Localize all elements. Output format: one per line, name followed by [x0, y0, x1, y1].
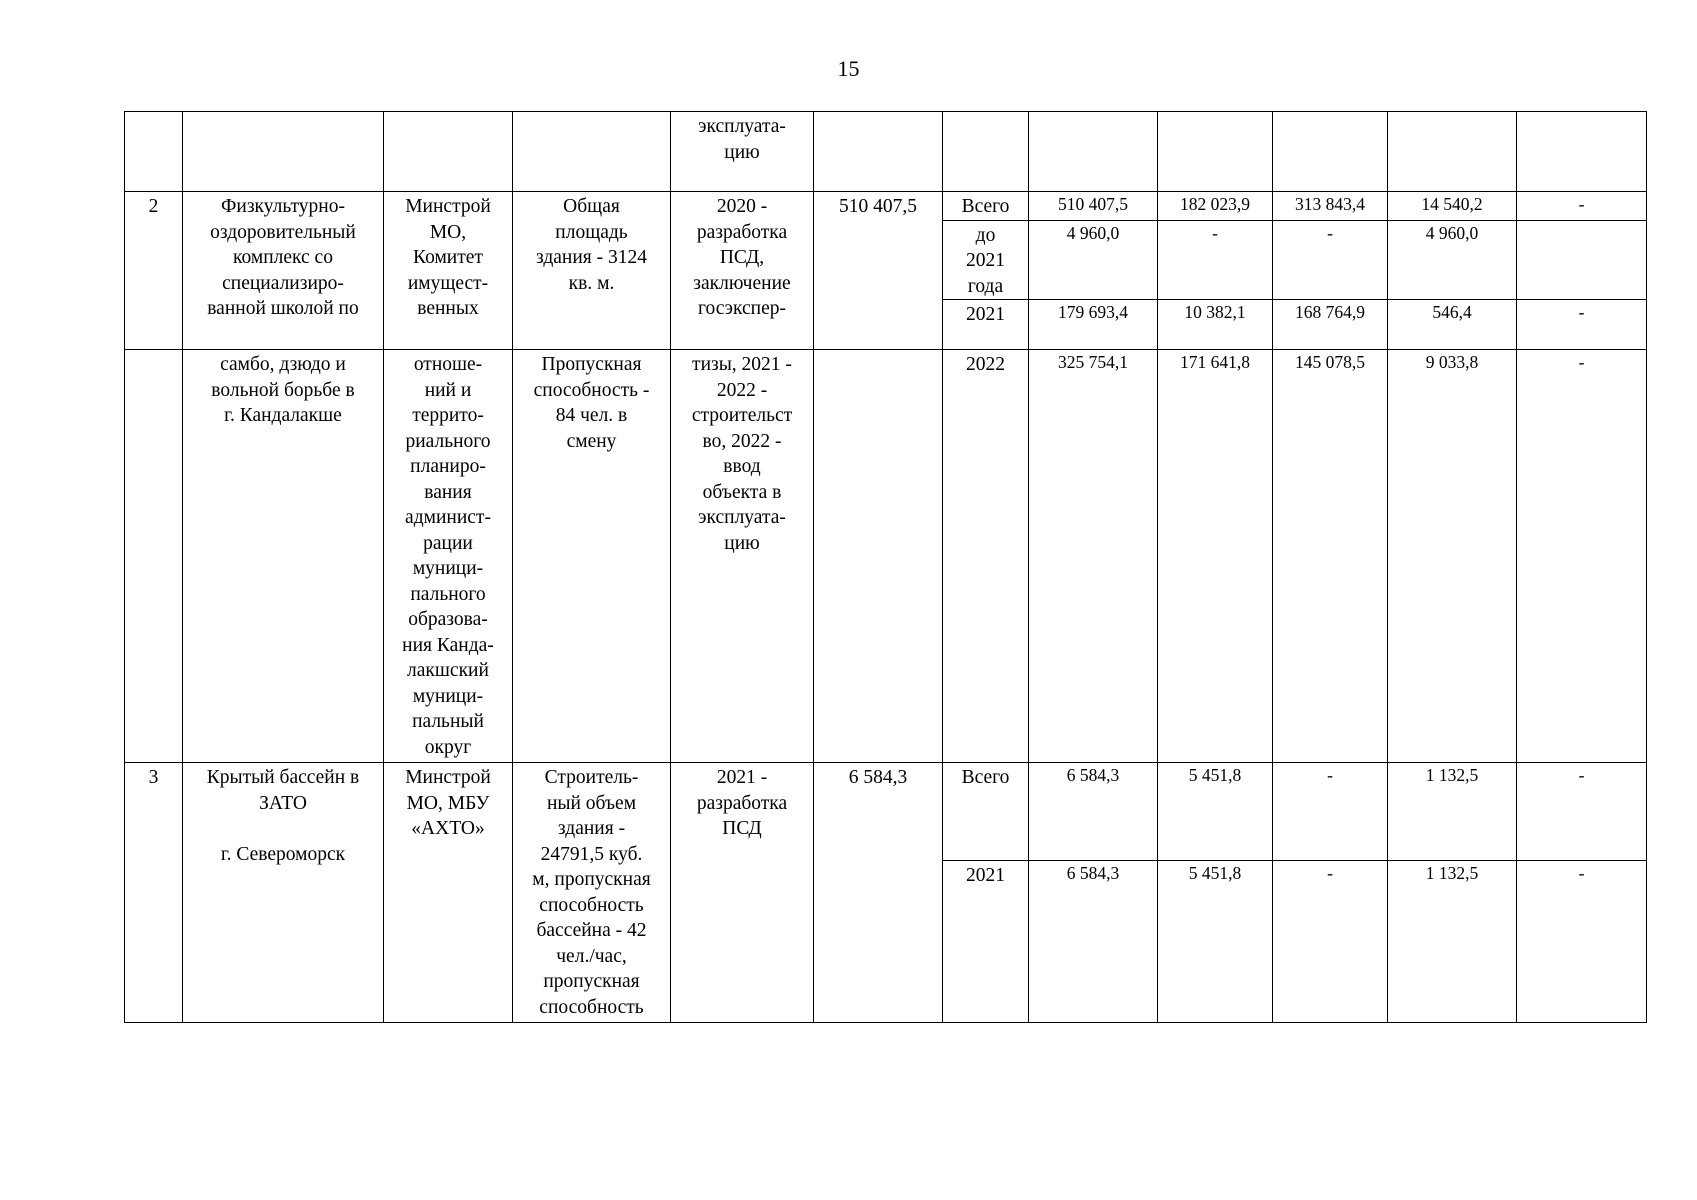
stages: 2020 - разработка ПСД, заключение госэкспер-: [693, 196, 791, 319]
local-value: 1 132,5: [1388, 861, 1517, 1023]
cell-empty: [814, 112, 943, 192]
local-value: 546,4: [1388, 300, 1517, 350]
capacity-cell: [513, 192, 671, 350]
estimated-cost: 510 407,5: [839, 196, 917, 217]
local-value: 9 033,8: [1388, 350, 1517, 763]
total-value: 510 407,5: [1029, 192, 1158, 221]
local-value: 4 960,0: [1388, 220, 1517, 300]
stages-cell: [671, 350, 814, 763]
cell-empty: [1388, 112, 1517, 192]
table-row-continuation: [125, 112, 1647, 192]
cell-empty: [1158, 112, 1273, 192]
table-row: [125, 350, 1647, 763]
year-label: 2021: [943, 861, 1029, 1023]
object-name-cell: [183, 763, 384, 1023]
regional-value: 145 078,5: [1273, 350, 1388, 763]
stages-continued: тизы, 2021 - 2022 - строительст во, 2022 - ввод объекта в эксплуата- цию: [691, 354, 793, 554]
stages-text: эксплуата- цию: [698, 116, 786, 163]
stages-cell: [671, 192, 814, 350]
capacity-continued: Пропускная способность - 84 чел. в смену: [533, 354, 650, 452]
total-value: 325 754,1: [1029, 350, 1158, 763]
federal-value: 182 023,9: [1158, 192, 1273, 221]
total-value: 4 960,0: [1029, 220, 1158, 300]
investment-table: [124, 111, 1647, 1023]
customer: Минстрой МО, МБУ «АХТО»: [405, 767, 491, 839]
table-row: [125, 763, 1647, 861]
cell-empty: [1273, 112, 1388, 192]
cell-empty: [1517, 112, 1647, 192]
cell-empty: [943, 112, 1029, 192]
customer-continued: отноше- ний и террито- риального планиро- вания админист- рации муници- пального образова- ния Канда- лакшский муници- пальный округ: [402, 354, 494, 758]
capacity: Строитель- ный объем здания - 24791,5 куб. м, пропускная способность бассейна - 42 чел./час, пропускная способность: [532, 767, 651, 1018]
capacity-cell: [513, 350, 671, 763]
regional-value: 168 764,9: [1273, 300, 1388, 350]
year-label: до 2021 года: [943, 220, 1029, 300]
federal-value: 5 451,8: [1158, 763, 1273, 861]
page-number: 15: [837, 56, 860, 81]
capacity: Общая площадь здания - 3124 кв. м.: [535, 196, 647, 294]
federal-value: 171 641,8: [1158, 350, 1273, 763]
other-value: -: [1517, 763, 1647, 861]
row-number: 2: [148, 196, 159, 217]
row-number-cell: [125, 763, 183, 1023]
estimated-cost-cell: [814, 763, 943, 1023]
table-row: [125, 192, 1647, 221]
regional-value: 313 843,4: [1273, 192, 1388, 221]
regional-value: -: [1273, 763, 1388, 861]
cell-empty: [384, 112, 513, 192]
customer-cell: [384, 192, 513, 350]
cell-empty: [1029, 112, 1158, 192]
year-label: 2022: [943, 350, 1029, 763]
object-name: Крытый бассейн в ЗАТО г. Североморск: [206, 767, 360, 865]
total-value: 6 584,3: [1029, 763, 1158, 861]
row-number-cell: [125, 350, 183, 763]
object-name-cell: [183, 350, 384, 763]
estimated-cost-cell: [814, 192, 943, 350]
year-label: Всего: [943, 763, 1029, 861]
estimated-cost-cell: [814, 350, 943, 763]
regional-value: -: [1273, 220, 1388, 300]
year-label: 2021: [943, 300, 1029, 350]
local-value: 14 540,2: [1388, 192, 1517, 221]
estimated-cost: 6 584,3: [848, 767, 908, 788]
year-label: Всего: [943, 192, 1029, 221]
other-value: -: [1517, 300, 1647, 350]
regional-value: -: [1273, 861, 1388, 1023]
other-value: [1517, 220, 1647, 300]
capacity-cell: [513, 763, 671, 1023]
total-value: 179 693,4: [1029, 300, 1158, 350]
total-value: 6 584,3: [1029, 861, 1158, 1023]
other-value: -: [1517, 192, 1647, 221]
federal-value: -: [1158, 220, 1273, 300]
stages-cell: [671, 112, 814, 192]
customer-cell: [384, 763, 513, 1023]
customer: Минстрой МО, Комитет имущест- венных: [405, 196, 491, 319]
object-name-continued: самбо, дзюдо и вольной борьбе в г. Кандалакше: [211, 354, 355, 426]
stages: 2021 - разработка ПСД: [696, 767, 788, 839]
object-name-cell: [183, 192, 384, 350]
other-value: -: [1517, 350, 1647, 763]
cell-empty: [125, 112, 183, 192]
federal-value: 5 451,8: [1158, 861, 1273, 1023]
cell-empty: [513, 112, 671, 192]
federal-value: 10 382,1: [1158, 300, 1273, 350]
other-value: -: [1517, 861, 1647, 1023]
stages-cell: [671, 763, 814, 1023]
object-name: Физкультурно- оздоровительный комплекс со специализиро- ванной школой по: [207, 196, 359, 319]
cell-empty: [183, 112, 384, 192]
local-value: 1 132,5: [1388, 763, 1517, 861]
row-number: 3: [148, 767, 159, 788]
customer-cell: [384, 350, 513, 763]
row-number-cell: [125, 192, 183, 350]
